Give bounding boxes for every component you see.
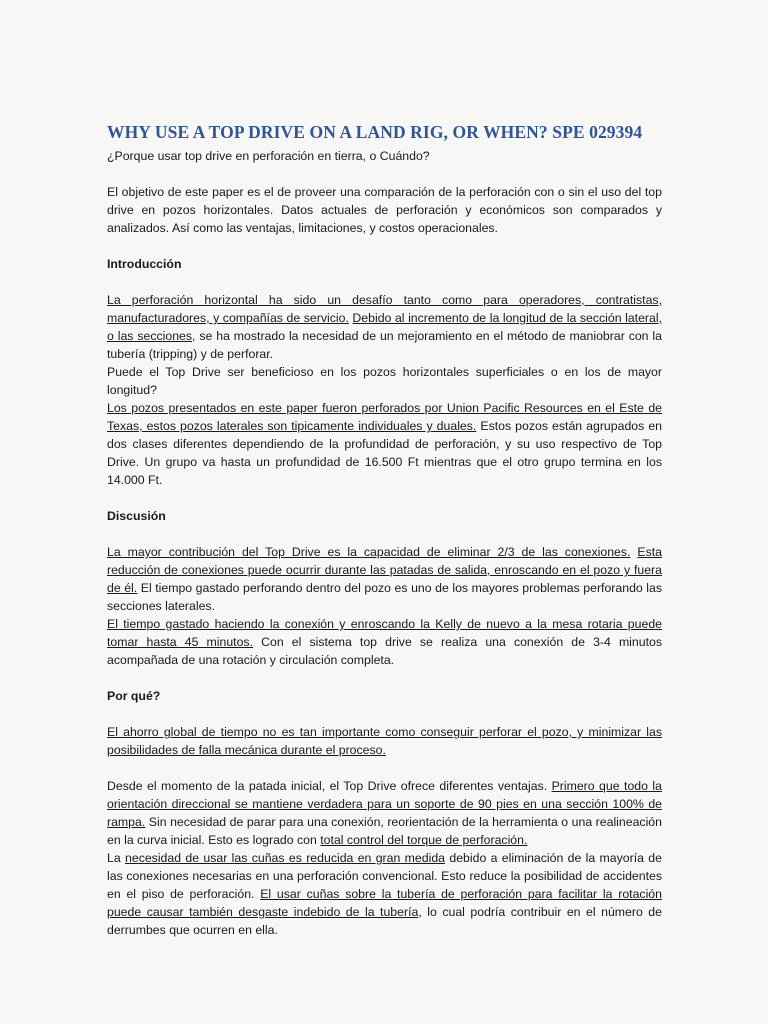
discusion-paragraph-2: El tiempo gastado haciendo la conexión y enroscando la Kelly de nuevo a la mesa rotaria puede tomar hasta 45 minutos. Con el sistema top drive se realiza una conexión de 3-4 minutos acompañada de una rotación y circulación completa. <box>107 617 663 667</box>
document-title: WHY USE A TOP DRIVE ON A LAND RIG, OR WHEN? SPE 029394 <box>107 122 643 142</box>
porque-paragraph-3: La necesidad de usar las cuñas es reducida en gran medida debido a eliminación de la mayoría de las conexiones necesarias en una perforación convencional. Esto reduce la posibilidad de accidentes en el piso de perforación. El usar cuñas sobre la tubería de perforación para facilitar la rotación puede causar también desgaste indebido de la tubería, lo cual podría contribuir en el número de derrumbes que ocurren en ella. <box>107 851 662 937</box>
section-heading-porque: Por qué? <box>107 689 161 703</box>
underlined-text: Debido al incremento de la longitud de la sección lateral, o las secciones <box>107 311 663 343</box>
porque-paragraph-2: Desde el momento de la patada inicial, el Top Drive ofrece diferentes ventajas. Primero que todo la orientación direccional se mantiene verdadera para un soporte de 90 pies en una sección 100% de rampa. Sin necesidad de parar para una conexión, reorientación de la herramienta o una realineación en la curva inicial. Esto es logrado con total control del torque de perforación. <box>107 779 662 847</box>
underlined-text: Primero que todo la orientación direccional se mantiene verdadera para un soporte de 90 pies en una sección 100% de rampa. <box>107 779 662 829</box>
discusion-paragraph-1: La mayor contribución del Top Drive es la capacidad de eliminar 2/3 de las conexiones. Esta reducción de conexiones puede ocurrir durante las patadas de salida, enroscando en el pozo y fuera de él. El tiempo gastado perforando dentro del pozo es uno de los mayores problemas perforando las secciones laterales. <box>107 545 663 613</box>
abstract-paragraph: El objetivo de este paper es el de proveer una comparación de la perforación con o sin el uso del top drive en pozos horizontales. Datos actuales de perforación y económicos son comparados y analizados. Así como las ventajas, limitaciones, y costos operacionales. <box>107 185 662 235</box>
section-heading-discusion: Discusión <box>107 509 166 523</box>
underlined-text: El ahorro global de tiempo no es tan importante como conseguir perforar el pozo, y minimizar las posibilidades de falla mecánica durante el proceso. <box>107 725 662 757</box>
underlined-text: Los pozos presentados en este paper fueron perforados por Union Pacific Resources en el Este de Texas, estos pozos laterales son tipicamente individuales y duales. <box>107 401 662 433</box>
underlined-text: La mayor contribución del Top Drive es la capacidad de eliminar 2/3 de las conexiones. <box>107 545 631 559</box>
document-subtitle: ¿Porque usar top drive en perforación en tierra, o Cuándo? <box>107 149 430 163</box>
underlined-text: El tiempo gastado haciendo la conexión y enroscando la Kelly de nuevo a la mesa rotaria puede tomar hasta 45 minutos. <box>107 617 662 649</box>
porque-paragraph-1 <box>107 723 662 759</box>
underlined-text: Esta reducción de conexiones puede ocurrir durante las patadas de salida, enroscando en el pozo y fuera de él. <box>107 545 662 595</box>
introduccion-paragraph-2: Puede el Top Drive ser beneficioso en los pozos horizontales superficiales o en los de mayor longitud? <box>107 365 662 397</box>
introduccion-paragraph-3: Los pozos presentados en este paper fueron perforados por Union Pacific Resources en el Este de Texas, estos pozos laterales son tipicamente individuales y duales. Estos pozos están agrupados en dos clases diferentes dependiendo de la profundidad de perforación, y su uso respectivo de Top Drive. Un grupo va hasta un profundidad de 16.500 Ft mientras que el otro grupo termina en los 14.000 Ft. <box>107 401 663 487</box>
introduccion-paragraph-1: La perforación horizontal ha sido un desafío tanto como para operadores, contratistas, manufacturadores, y compañías de servicio. Debido al incremento de la longitud de la sección lateral, o las secciones, se ha mostrado la necesidad de un mejoramiento en el método de maniobrar con la tubería (tripping) y de perforar. <box>107 293 663 361</box>
section-heading-introduccion: Introducción <box>107 257 182 271</box>
underlined-text: La perforación horizontal ha sido un desafío tanto como para operadores, contratistas, manufacturadores, y compañías de servicio. <box>107 293 662 325</box>
underlined-text: El usar cuñas sobre la tubería de perforación para facilitar la rotación puede causar también desgaste indebido de la tubería <box>107 887 662 919</box>
underlined-text: total control del torque de perforación. <box>320 833 528 847</box>
underlined-text: necesidad de usar las cuñas es reducida en gran medida <box>125 851 446 865</box>
